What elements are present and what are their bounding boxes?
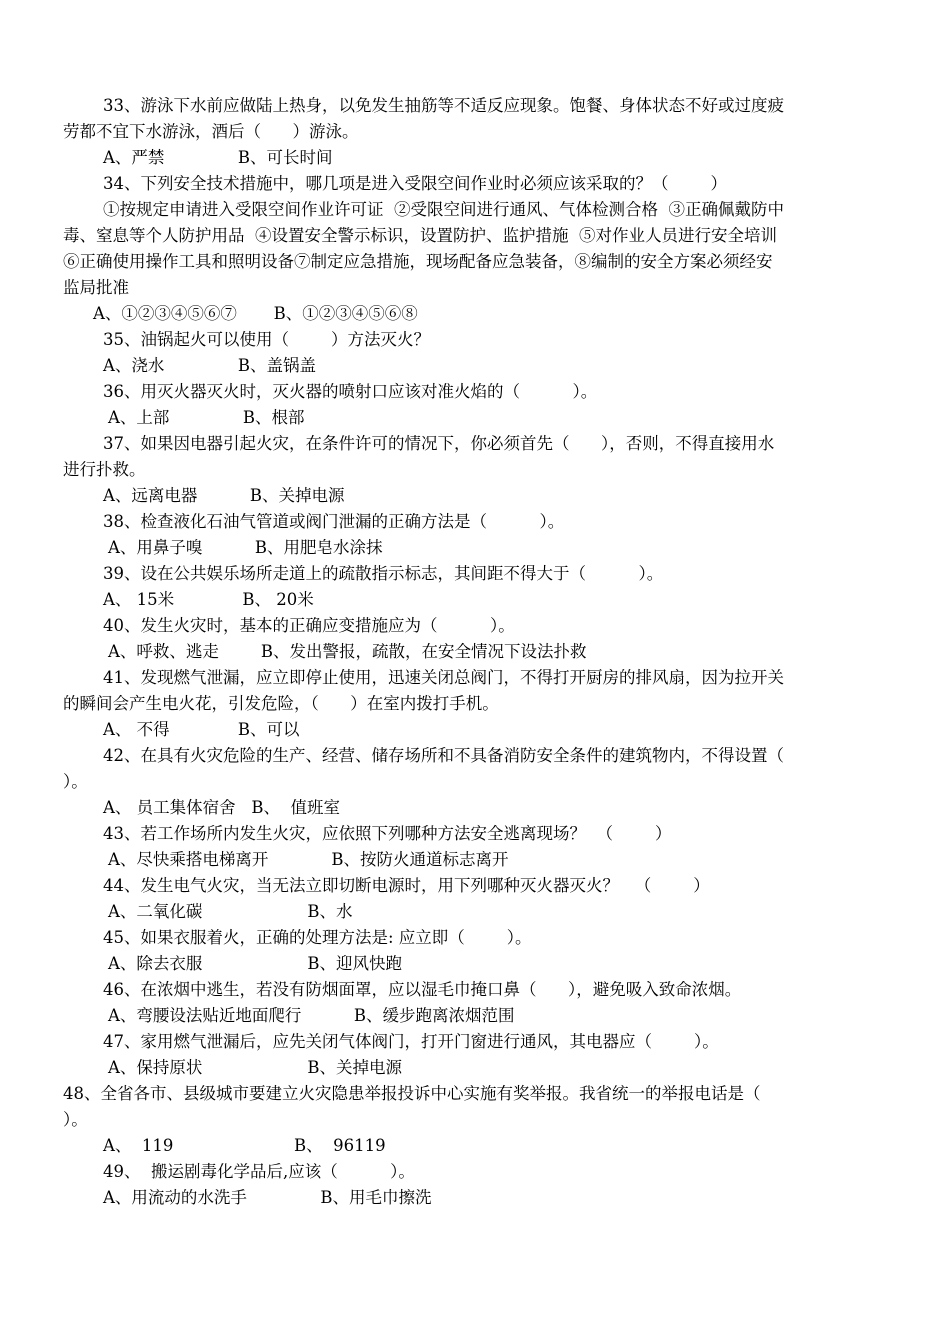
question-46-text: 46、在浓烟中逃生，若没有防烟面罩，应以湿毛巾掩口鼻（ ），避免吸入致命浓烟。 xyxy=(103,980,742,999)
question-37-text: 37、如果因电器引起火灾，在条件许可的情况下，你必须首先（ ），否则，不得直接用水 xyxy=(103,434,775,453)
question-42-text: 42、在具有火灾危险的生产、经营、储存场所和不具备消防安全条件的建筑物内，不得设置（ xyxy=(103,746,784,765)
question-43-text: 43、若工作场所内发生火灾，应依照下列哪种方法安全逃离现场？ （ ） xyxy=(103,824,672,843)
question-47-options: A、保持原状 B、关掉电源 xyxy=(108,1058,402,1077)
question-33-text-cont: 劳都不宜下水游泳，酒后（ ）游泳。 xyxy=(63,122,359,141)
question-34-text-cont: 监局批准 xyxy=(63,278,129,297)
question-34-text: 34、下列安全技术措施中，哪几项是进入受限空间作业时必须应该采取的？（ ） xyxy=(103,174,727,193)
question-37-options: A、远离电器 B、关掉电源 xyxy=(103,486,345,505)
question-37-text-cont: 进行扑救。 xyxy=(63,460,146,479)
question-40-options: A、呼救、逃走 B、发出警报，疏散，在安全情况下设法扑救 xyxy=(108,642,587,661)
question-36-text: 36、用灭火器灭火时，灭火器的喷射口应该对准火焰的（ ）。 xyxy=(103,382,598,401)
question-44-options: A、二氧化碳 B、水 xyxy=(108,902,353,921)
question-35-text: 35、油锅起火可以使用（ ）方法灭火？ xyxy=(103,330,430,349)
question-44-text: 44、发生电气火灾，当无法立即切断电源时，用下列哪种灭火器灭火？ （ ） xyxy=(103,876,710,895)
question-42-text-cont: ）。 xyxy=(63,772,88,791)
question-49-options: A、用流动的水洗手 B、用毛巾擦洗 xyxy=(103,1188,432,1207)
question-41-options: A、 不得 B、可以 xyxy=(103,720,300,739)
question-36-options: A、上部 B、根部 xyxy=(108,408,305,427)
question-42-options: A、 员工集体宿舍 B、 值班室 xyxy=(103,798,341,817)
question-45-options: A、除去衣服 B、迎风快跑 xyxy=(108,954,402,973)
question-45-text: 45、如果衣服着火，正确的处理方法是: 应立即（ ）。 xyxy=(103,928,532,947)
question-34-text-cont: ①按规定申请进入受限空间作业许可证 ②受限空间进行通风、气体检测合格 ③正确佩戴防中 xyxy=(103,200,784,219)
question-47-text: 47、家用燃气泄漏后，应先关闭气体阀门，打开门窗进行通风，其电器应（ ）。 xyxy=(103,1032,719,1051)
question-35-options: A、浇水 B、盖锅盖 xyxy=(103,356,316,375)
question-34-text-cont: ⑥正确使用操作工具和照明设备⑦制定应急措施，现场配备应急装备，⑧编制的安全方案必须经安 xyxy=(63,252,773,271)
question-48-options: A、 119 B、 96119 xyxy=(103,1136,386,1155)
question-38-text: 38、检查液化石油气管道或阀门泄漏的正确方法是（ ）。 xyxy=(103,512,565,531)
question-48-text: 48、全省各市、县级城市要建立火灾隐患举报投诉中心实施有奖举报。我省统一的举报电话是（ xyxy=(63,1084,761,1103)
question-40-text: 40、发生火灾时，基本的正确应变措施应为（ ）。 xyxy=(103,616,515,635)
question-48-text-cont: ）。 xyxy=(63,1110,88,1129)
question-34-text-cont: 毒、窒息等个人防护用品 ④设置安全警示标识，设置防护、监护措施 ⑤对作业人员进行安全培训 xyxy=(63,226,777,245)
question-33-text: 33、游泳下水前应做陆上热身，以免发生抽筋等不适反应现象。饱餐、身体状态不好或过度疲 xyxy=(103,96,784,115)
question-34-options: A、①②③④⑤⑥⑦ B、①②③④⑤⑥⑧ xyxy=(93,304,418,323)
question-39-options: A、 15米 B、 20米 xyxy=(103,590,314,609)
question-38-options: A、用鼻子嗅 B、用肥皂水涂抹 xyxy=(108,538,383,557)
question-41-text: 41、发现燃气泄漏，应立即停止使用，迅速关闭总阀门，不得打开厨房的排风扇，因为拉开关 xyxy=(103,668,784,687)
question-43-options: A、尽快乘搭电梯离开 B、按防火通道标志离开 xyxy=(108,850,509,869)
question-41-text-cont: 的瞬间会产生电火花，引发危险，（ ）在室内拨打手机。 xyxy=(63,694,499,713)
question-46-options: A、弯腰设法贴近地面爬行 B、缓步跑离浓烟范围 xyxy=(108,1006,515,1025)
question-33-options: A、严禁 B、可长时间 xyxy=(103,148,333,167)
question-49-text: 49、 搬运剧毒化学品后,应该（ ）。 xyxy=(103,1162,415,1181)
question-39-text: 39、设在公共娱乐场所走道上的疏散指示标志，其间距不得大于（ ）。 xyxy=(103,564,664,583)
